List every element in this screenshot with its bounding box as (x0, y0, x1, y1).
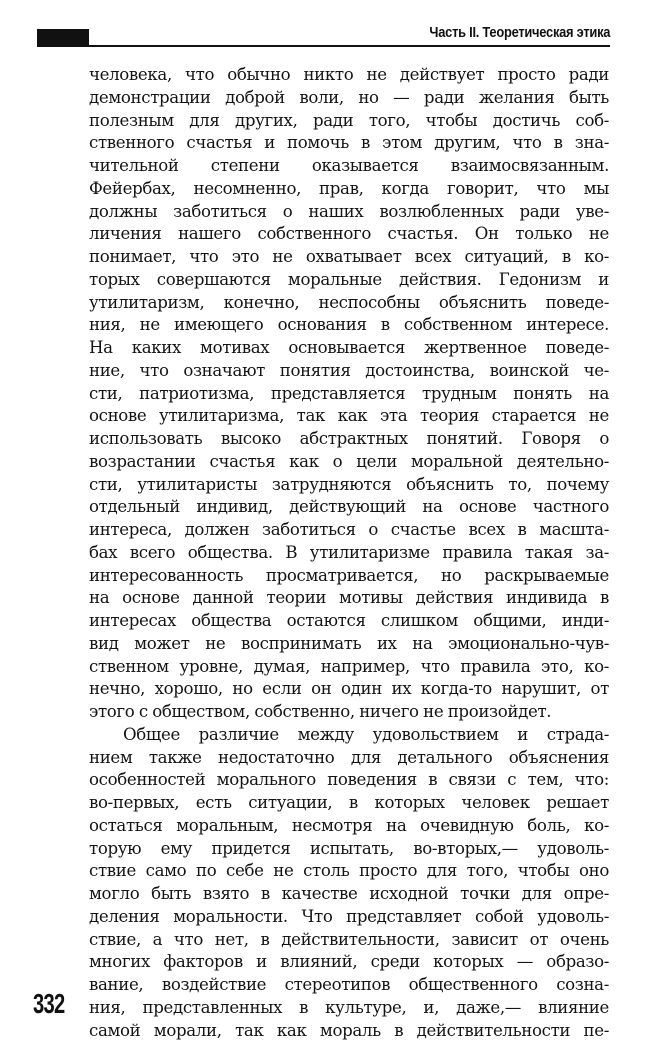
text-line: человека, что обычно никто не действует просто ради (89, 65, 609, 84)
text-line: деления моральности. Что представляет собой удоволь- (89, 906, 609, 926)
text-line: во-первых, есть ситуации, в которых человек решает (89, 793, 609, 812)
text-line: понимает, что это не охватывает всех ситуаций, в ко- (89, 247, 609, 266)
text-line: ния, представленных в культуре, и, даже,— влияние (89, 997, 609, 1017)
text-line: на основе данной теории мотивы действия индивида в (89, 588, 609, 608)
text-line: интересах общества остаются слишком общими, инди- (89, 611, 609, 630)
text-line: должны заботиться о наших возлюбленных ради уве- (89, 201, 609, 221)
header-rule (37, 45, 610, 47)
text-line: сти, утилитаристы затрудняются объяснить то, почему (89, 474, 609, 494)
text-line: торую ему придется испытать, во-вторых,— удоволь- (89, 838, 609, 858)
page-number: 332 (33, 988, 65, 1019)
text-line: сти, патриотизма, представляется трудным понять на (89, 383, 609, 403)
header-bar (37, 29, 89, 46)
text-line: многих факторов и влияний, среди которых — образо- (89, 952, 609, 972)
text-line: На каких мотивах основывается жертвенное поведе- (89, 338, 609, 357)
text-line: торых совершаются моральные действия. Гедонизм и (89, 269, 609, 289)
text-line: Фейербах, несомненно, прав, когда говорит, что мы (89, 178, 609, 198)
text-line: вид может не воспринимать их на эмоционально-чув- (89, 633, 609, 653)
text-line: могло быть взято в качестве исходной точки для опре- (89, 884, 609, 903)
text-line: самой морали, так как мораль в действительности пе- (89, 1020, 609, 1040)
text-line: возрастании счастья как о цели моральной деятельно- (89, 451, 609, 471)
text-line: личения нашего собственного счастья. Он только не (89, 224, 609, 244)
text-line: нечно, хорошо, но если он один их когда-то нарушит, от (89, 679, 609, 699)
text-line: ствие, а что нет, в действительности, зависит от очень (89, 929, 609, 949)
text-line: отдельный индивид, действующий на основе частного (89, 497, 609, 517)
text-line: бах всего общества. В утилитаризме правила такая за- (89, 542, 609, 562)
text-line: демонстрации доброй воли, но — ради желания быть (89, 87, 609, 107)
text-line: нием также недостаточно для детального объяснения (89, 747, 609, 767)
text-line: остаться моральным, несмотря на очевидную боль, ко- (89, 815, 609, 835)
text-line: интересованность просматривается, но раскрываемые (89, 565, 609, 585)
text-line: ния, не имеющего основания в собственном интересе. (89, 315, 609, 335)
text-line: основе утилитаризма, так как эта теория старается не (89, 406, 609, 426)
text-line: утилитаризм, конечно, неспособны объяснить поведе- (89, 292, 609, 312)
text-line: ственного счастья и помочь в этом другим, что в зна- (89, 133, 609, 153)
text-line: вание, воздействие стереотипов общественного созна- (89, 975, 609, 994)
text-line: чительной степени оказывается взаимосвязанным. (89, 156, 609, 175)
text-line: этого с обществом, собственно, ничего не произойдет. (89, 702, 552, 721)
text-line: полезным для других, ради того, чтобы достичь соб- (89, 110, 609, 130)
running-header: Часть II. Теоретическая этика (429, 24, 610, 41)
text-line: ствие само по себе не столь просто для того, чтобы оно (89, 861, 609, 881)
text-line: особенностей морального поведения в связи с тем, что: (89, 770, 609, 790)
text-line: Общее различие между удовольствием и страда- (123, 724, 609, 744)
text-line: ственном уровне, думая, например, что правила это, ко- (89, 656, 609, 676)
text-line: интереса, должен заботиться о счастье всех в масшта- (89, 520, 609, 539)
text-line: использовать высоко абстрактных понятий. Говоря о (89, 429, 609, 448)
text-line: ние, что означают понятия достоинства, воинской че- (89, 360, 609, 380)
body-text (89, 64, 609, 1042)
